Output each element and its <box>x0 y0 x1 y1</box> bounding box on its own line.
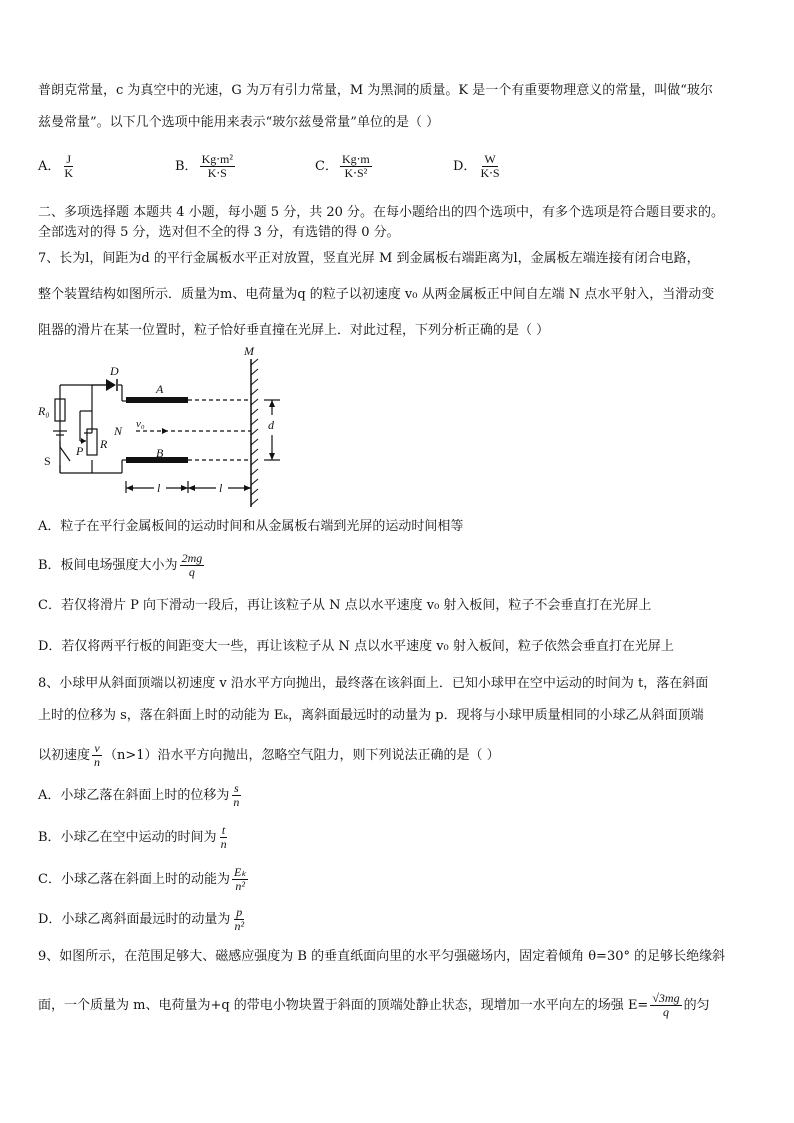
label-l1: l <box>157 481 161 495</box>
plate-a <box>126 397 188 403</box>
diode-icon <box>106 379 116 391</box>
velocity-arrow-icon <box>162 428 168 434</box>
q7-line3: 阻器的滑片在某一位置时，粒子恰好垂直撞在光屏上．对此过程，下列分析正确的是（ ） <box>38 323 550 338</box>
label-n: N <box>114 424 123 438</box>
q8-option-a: A．小球乙落在斜面上时的位移为 $\frac{s}{n}$ <box>38 781 240 809</box>
q6-option-c: C． $\frac{Kg\cdot m}{\text{K⋅S²}}$ <box>315 152 370 180</box>
label-s: S <box>44 454 51 468</box>
section-heading-line1: 二、多项选择题 本题共 4 小题，每小题 5 分，共 20 分。在每小题给出的四个选项中，有多个选项是符合题目要求的。 <box>38 205 725 220</box>
q8-line2: 上时的位移为 s，落在斜面上时的动能为 Eₖ，离斜面最远时的动量为 p．现将与小球甲质量相同的小球乙从斜面顶端 <box>38 708 704 723</box>
label-l2: l <box>219 481 223 495</box>
label-screen-m: M <box>244 345 254 358</box>
q8-option-b: B．小球乙在空中运动的时间为 $\frac{t}{n}$ <box>38 823 227 851</box>
fraction: $\frac{v}{n}$ <box>94 741 101 769</box>
q8-line3: 以初速度 $\frac{v}{n}$ （n>1）沿水平方向抛出，忽略空气阻力，则下列说法正确的是（ ） <box>38 741 500 769</box>
q6-option-b: B． $\frac{\text{Kg⋅m²}}{K\cdot S}$ <box>175 152 233 180</box>
label-plate-b: B <box>156 446 164 460</box>
section-heading-line2: 全部选对的得 5 分，选对但不全的得 3 分，有选错的得 0 分。 <box>38 225 400 240</box>
label-r: R <box>100 437 108 451</box>
arrow-up-icon <box>269 400 275 407</box>
q8-option-c: C．小球乙落在斜面上时的动能为 $\frac{\text{Eₖ}}{\text{n²}}$ <box>38 865 247 893</box>
q9-line1: 9、如图所示，在范围足够大、磁感应强度为 B 的垂直纸面向里的水平匀强磁场内，固定着倾角 θ=30° 的足够长绝缘斜 <box>38 949 726 964</box>
q9-line2: 面，一个质量为 m、电荷量为+q 的带电小物块置于斜面的顶端处静止状态，现增加一水平向左的场强 E= $\frac{√3mg}{q}$ 的匀 <box>38 991 710 1019</box>
q7-option-d: D．若仅将两平行板的间距变大一些，再让该粒子从 N 点以水平速度 v₀ 射入板间，粒子依然会垂直打在光屏上 <box>38 639 674 654</box>
q7-option-c: C．若仅将滑片 P 向下滑动一段后，再让该粒子从 N 点以水平速度 v₀ 射入板间，粒子不会垂直打在光屏上 <box>38 598 652 613</box>
label-p: P <box>76 444 84 458</box>
fraction: $\frac{Kg\cdot m}{\text{K⋅S²}}$ <box>341 152 370 180</box>
fraction: $\frac{√3mg}{q}$ <box>652 991 680 1019</box>
fraction: $\frac{t}{n}$ <box>220 823 227 851</box>
arrow-right-icon <box>181 485 188 491</box>
label-d-diode: D <box>110 364 119 378</box>
fraction: $\frac{W}{K\cdot S}$ <box>480 152 500 180</box>
label-v0: v₀ <box>136 418 145 430</box>
fraction: $\frac{2mg}{q}$ <box>181 551 203 579</box>
fraction: $\frac{\text{Eₖ}}{\text{n²}}$ <box>233 865 247 893</box>
q7-option-a: A．粒子在平行金属板间的运动时间和从金属板右端到光屏的运动时间相等 <box>38 519 464 534</box>
label-r0: R₀ <box>38 404 50 418</box>
arrow-right-icon <box>244 485 251 491</box>
fraction: $\frac{\text{Kg⋅m²}}{K\cdot S}$ <box>201 152 233 180</box>
fraction: $\frac{s}{n}$ <box>233 781 240 809</box>
label-plate-a: A <box>156 382 164 396</box>
fraction: $\frac{p}{\text{n²}}$ <box>234 905 245 933</box>
fraction: $\frac{J}{K}$ <box>64 152 74 180</box>
q6-line1: 普朗克常量，c 为真空中的光速，G 为万有引力常量，M 为黑洞的质量。K 是一个有重要物理意义的常量，叫做“玻尔 <box>38 83 713 98</box>
q6-line2: 兹曼常量”。以下几个选项中能用来表示“玻尔兹曼常量”单位的是（ ） <box>38 115 440 130</box>
arrow-down-icon <box>269 453 275 460</box>
circuit-figure <box>36 345 286 513</box>
q6-option-d: D． $\frac{W}{K\cdot S}$ <box>453 152 500 180</box>
q7-option-b: B．板间电场强度大小为 $\frac{2mg}{q}$ <box>38 551 203 579</box>
q8-line1: 8、小球甲从斜面顶端以初速度 v 沿水平方向抛出，最终落在该斜面上．已知小球甲在空中运动的时间为 t，落在斜面 <box>38 676 709 691</box>
label-d-gap: d <box>268 418 274 432</box>
arrow-left-icon <box>126 485 133 491</box>
arrow-left-icon <box>188 485 195 491</box>
q7-line1: 7、长为l，间距为d 的平行金属板水平正对放置，竖直光屏 M 到金属板右端距离为l，金属板左端连接有闭合电路， <box>38 251 700 266</box>
q6-option-a: A． $\frac{J}{K}$ <box>38 152 74 180</box>
q7-line2: 整个装置结构如图所示．质量为m、电荷量为q 的粒子以初速度 v₀ 从两金属板正中间自左端 N 点水平射入，当滑动变 <box>38 287 715 302</box>
q8-option-d: D．小球乙离斜面最远时的动量为 $\frac{p}{\text{n²}}$ <box>38 905 245 933</box>
